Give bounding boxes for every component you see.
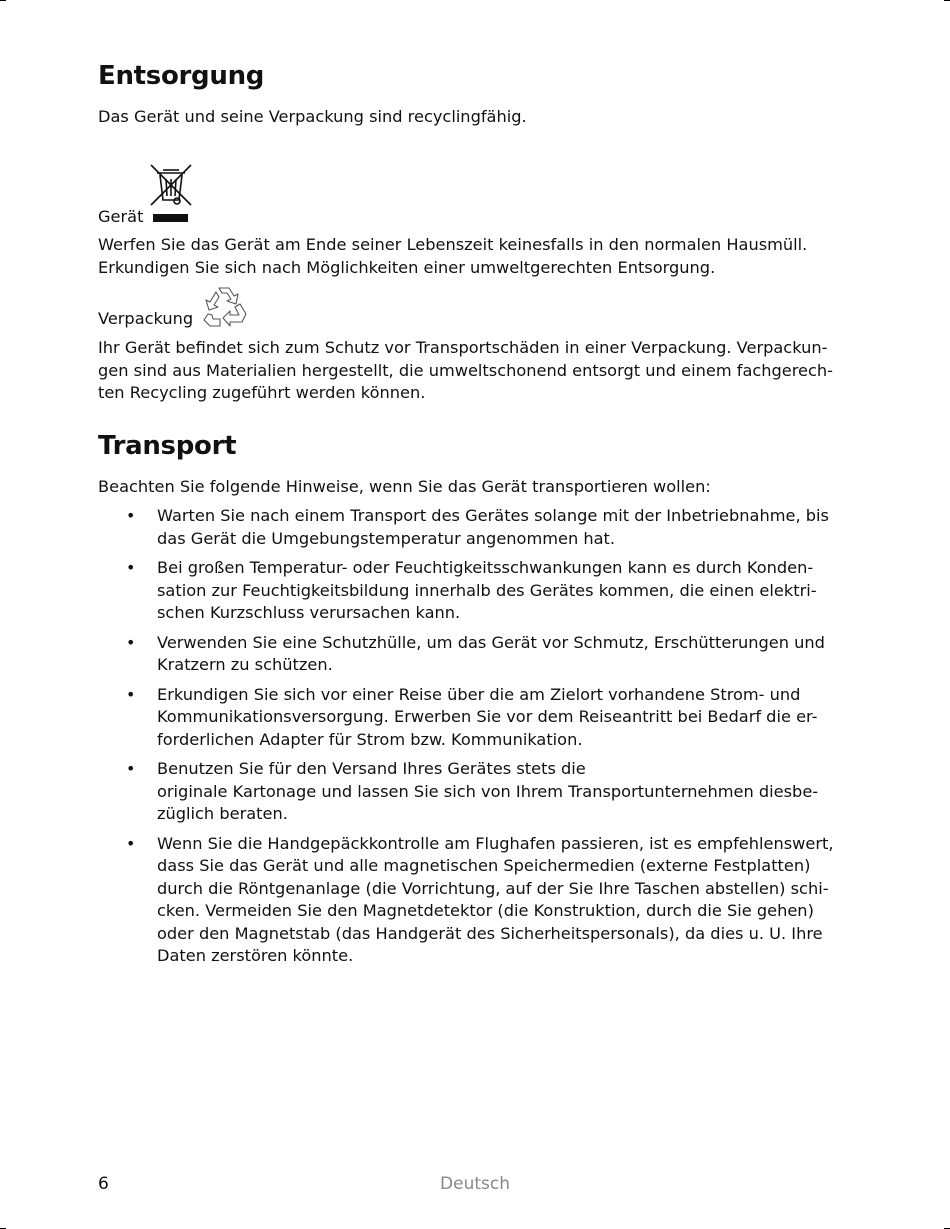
list-item: • Erkundigen Sie sich vor einer Reise über die am Zielort vorhandene Strom- und Kommunikationsversorgung. Erwerben Sie vor dem Reiseantritt bei Bedarf die er- forderlichen Adapter für Strom bzw. Kommunikation. xyxy=(98,684,858,752)
packaging-label: Verpackung xyxy=(98,309,194,328)
disposal-intro: Das Gerät und seine Verpackung sind recyclingfähig. xyxy=(98,107,527,126)
list-item: • Benutzen Sie für den Versand Ihres Gerätes stets die originale Kartonage und lassen Sie sich von Ihrem Transportunternehmen diesbe- züglich beraten. xyxy=(98,758,858,826)
transport-bullet-list xyxy=(98,505,858,975)
recycling-icon xyxy=(202,284,250,328)
list-item: • Wenn Sie die Handgepäckkontrolle am Flughafen passieren, ist es empfehlenswert, dass Sie das Gerät und alle magnetischen Speichermedien (externe Festplatten) durch die Röntgenanlage (die Vorrichtung, auf der Sie Ihre Taschen abstellen) schi- cken. Vermeiden Sie den Magnetdetektor (die Konstruktion, durch die Sie gehen) oder den Magnetstab (das Handgerät des Sicherheitspersonals), da dies u. U. Ihre Daten zerstören könnte. xyxy=(98,833,858,968)
crop-mark xyxy=(944,0,950,1)
crop-mark xyxy=(0,0,6,1)
list-item: • Verwenden Sie eine Schutzhülle, um das Gerät vor Schmutz, Erschütterungen und Kratzern zu schützen. xyxy=(98,632,858,677)
page-number: 6 xyxy=(98,1174,109,1194)
heading-disposal: Entsorgung xyxy=(98,61,265,91)
device-label: Gerät xyxy=(98,207,144,226)
transport-intro: Beachten Sie folgende Hinweise, wenn Sie das Gerät transportieren wollen: xyxy=(98,477,711,496)
list-item: • Warten Sie nach einem Transport des Gerätes solange mit der Inbetriebnahme, bis das Gerät die Umgebungstemperatur angenommen hat. xyxy=(98,505,858,550)
footer-language: Deutsch xyxy=(440,1174,510,1194)
crossed-out-wheelie-bin-icon xyxy=(149,162,193,224)
heading-transport: Transport xyxy=(98,431,237,461)
list-item: • Bei großen Temperatur- oder Feuchtigkeitsschwankungen kann es durch Konden- sation zur Feuchtigkeitsbildung innerhalb des Gerätes kommen, die einen elektri- schen Kurzschluss verursachen kann. xyxy=(98,557,858,625)
packaging-text: Ihr Gerät befindet sich zum Schutz vor Transportschäden in einer Verpackung. Verpackun- gen sind aus Materialien hergestellt, die umweltschonend entsorgt und einem fachgerech- ten Recycling zugeführt werden können. xyxy=(98,338,834,402)
device-disposal-text: Werfen Sie das Gerät am Ende seiner Lebenszeit keinesfalls in den normalen Hausmüll. Erkundigen Sie sich nach Möglichkeiten einer umweltgerechten Entsorgung. xyxy=(98,235,808,277)
